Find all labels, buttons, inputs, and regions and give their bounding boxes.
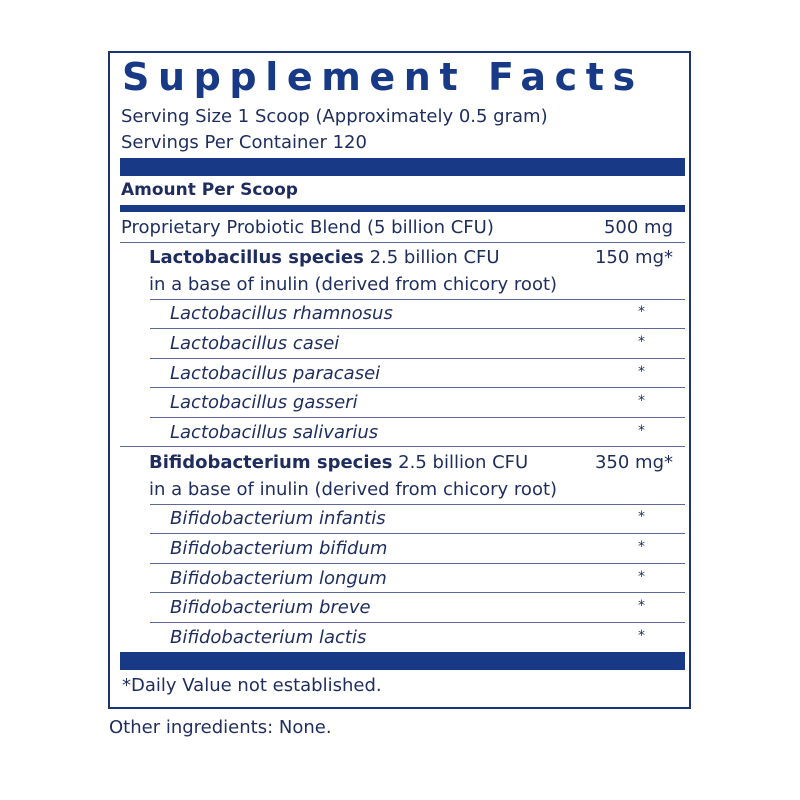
- thick-divider: [120, 652, 685, 670]
- daily-value-footnote: *Daily Value not established.: [122, 675, 382, 696]
- daily-value-marker: *: [638, 509, 645, 525]
- supplement-facts-panel: [108, 51, 691, 709]
- row-separator: [150, 417, 685, 418]
- daily-value-marker: *: [638, 598, 645, 614]
- species-name: Bifidobacterium breve: [170, 597, 371, 618]
- daily-value-marker: *: [638, 334, 645, 350]
- group-name: Lactobacillus species: [149, 247, 364, 268]
- species-name: Lactobacillus casei: [170, 333, 340, 354]
- species-name: Lactobacillus rhamnosus: [170, 303, 393, 324]
- daily-value-marker: *: [638, 393, 645, 409]
- group-amount: 350 mg*: [594, 452, 673, 473]
- row-separator: [150, 328, 685, 329]
- row-separator: [150, 387, 685, 388]
- group-cfu: 2.5 billion CFU: [363, 247, 500, 268]
- panel-title: Supplement Facts: [122, 55, 644, 99]
- row-separator: [150, 504, 685, 505]
- species-name: Bifidobacterium bifidum: [170, 538, 388, 559]
- daily-value-marker: *: [638, 423, 645, 439]
- group-amount: 150 mg*: [594, 247, 673, 268]
- species-name: Bifidobacterium lactis: [170, 627, 367, 648]
- amount-per-scoop-header: Amount Per Scoop: [121, 180, 298, 200]
- group-cfu: 2.5 billion CFU: [392, 452, 529, 473]
- daily-value-marker: *: [638, 539, 645, 555]
- row-separator: [150, 563, 685, 564]
- species-name: Bifidobacterium longum: [170, 568, 387, 589]
- species-name: Bifidobacterium infantis: [170, 508, 386, 529]
- daily-value-marker: *: [638, 628, 645, 644]
- row-separator: [150, 592, 685, 593]
- thin-divider: [120, 205, 685, 212]
- group-base: in a base of inulin (derived from chicory root): [149, 479, 558, 500]
- daily-value-marker: *: [638, 304, 645, 320]
- group-name: Bifidobacterium species: [149, 452, 393, 473]
- species-name: Lactobacillus gasseri: [170, 392, 358, 413]
- row-separator: [150, 533, 685, 534]
- blend-amount: 500 mg: [603, 217, 673, 238]
- thick-divider: [120, 158, 685, 176]
- daily-value-marker: *: [638, 569, 645, 585]
- species-name: Lactobacillus paracasei: [170, 363, 381, 384]
- serving-size: Serving Size 1 Scoop (Approximately 0.5 gram): [121, 106, 548, 127]
- species-name: Lactobacillus salivarius: [170, 422, 379, 443]
- servings-per-container: Servings Per Container 120: [121, 132, 367, 153]
- other-ingredients: Other ingredients: None.: [109, 717, 332, 738]
- group-heading: [149, 452, 528, 474]
- row-separator: [150, 299, 685, 300]
- daily-value-marker: *: [638, 364, 645, 380]
- row-separator: [120, 242, 685, 243]
- row-separator: [150, 622, 685, 623]
- row-separator: [120, 446, 685, 447]
- group-heading: [149, 247, 500, 269]
- blend-name: Proprietary Probiotic Blend (5 billion CFU): [121, 217, 494, 238]
- row-separator: [150, 358, 685, 359]
- group-base: in a base of inulin (derived from chicory root): [149, 274, 558, 295]
